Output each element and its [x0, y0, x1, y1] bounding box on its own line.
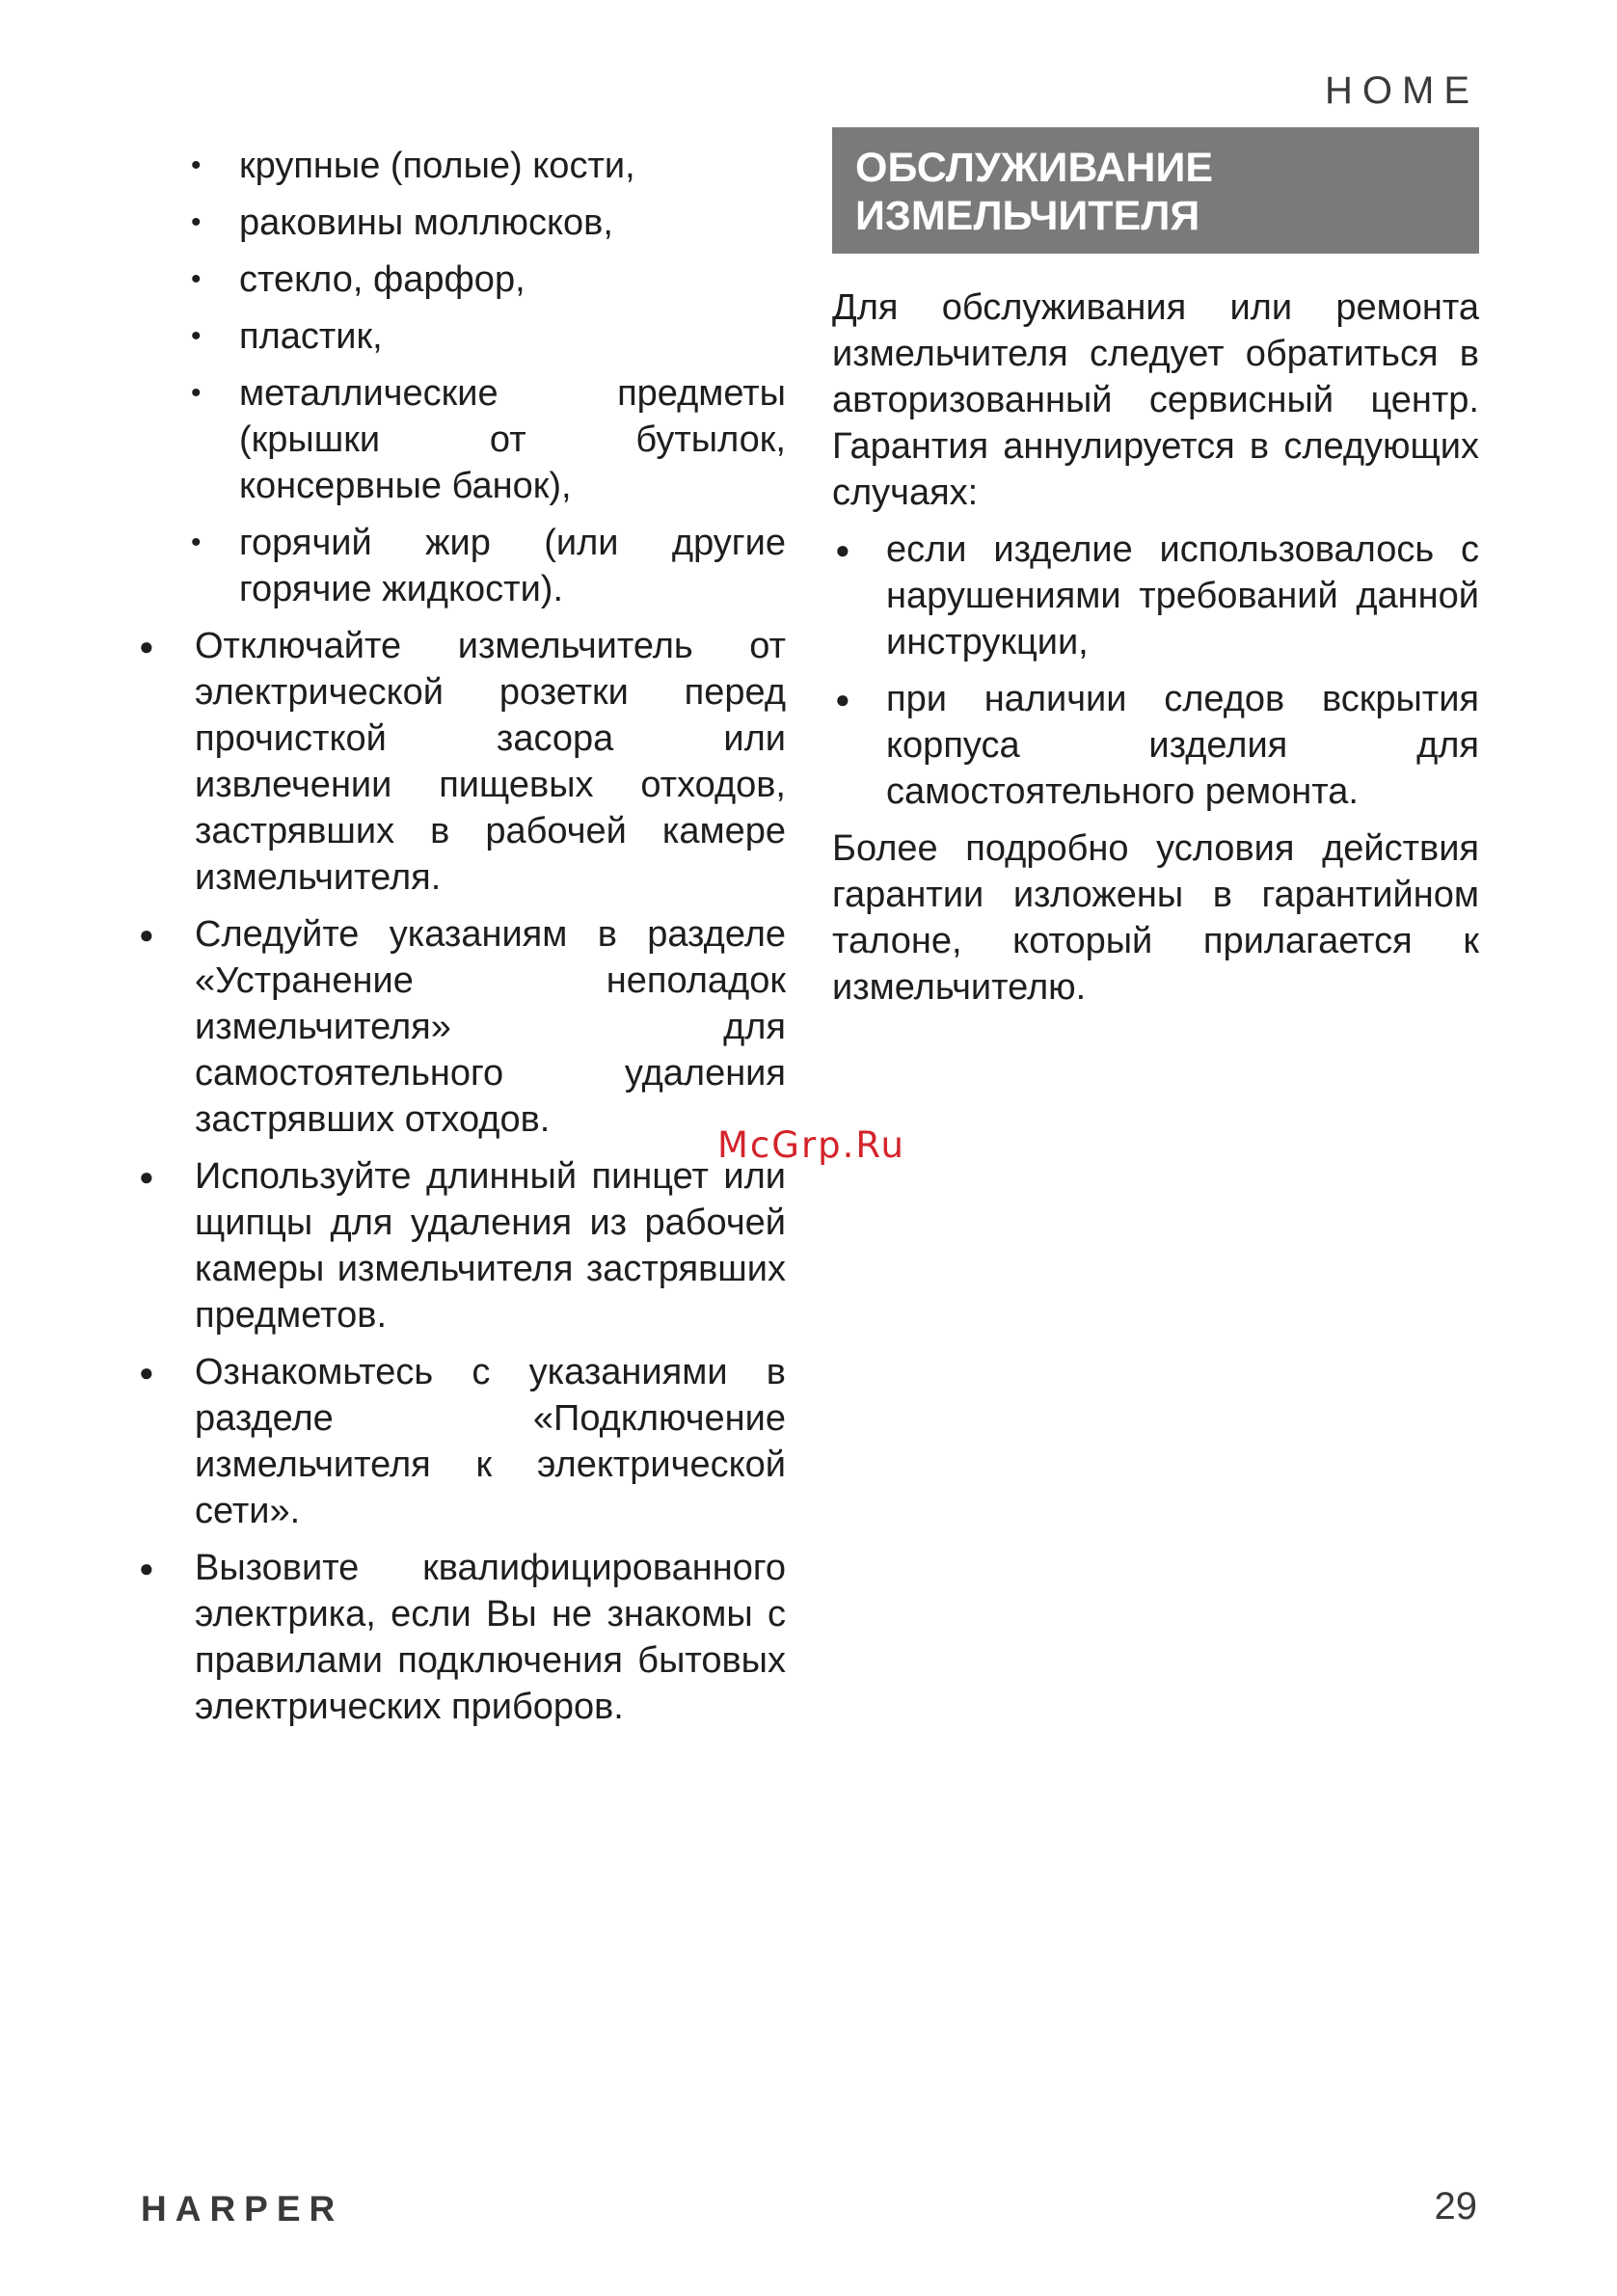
- list-item: ● Следуйте указаниям в разделе «Устранение неполадок измельчителя» для самостоятельного удаления застрявших отходов.: [135, 911, 786, 1143]
- left-column: [135, 143, 786, 1741]
- page-number: 29: [1434, 2185, 1477, 2228]
- list-item: • металлические предметы (крышки от бутылок, консервные банок),: [135, 370, 786, 509]
- list-item: • пластик,: [135, 313, 786, 360]
- list-item: ● при наличии следов вскрытия корпуса изделия для самостоятельного ремонта.: [832, 676, 1479, 815]
- list-item: • раковины моллюсков,: [135, 200, 786, 246]
- harper-logo: HARPER: [141, 2189, 344, 2228]
- section-heading: [832, 127, 1479, 254]
- list-item: • горячий жир (или другие горячие жидкости).: [135, 520, 786, 612]
- list-item: • крупные (полые) кости,: [135, 143, 786, 189]
- intro-paragraph: Для обслуживания или ремонта измельчителя следует обратиться в авторизованный сервисный центр. Гарантия аннулируется в следующих случаях:: [832, 287, 1479, 513]
- right-column: [832, 127, 1479, 1021]
- list-item: • стекло, фарфор,: [135, 257, 786, 303]
- prohibited-items-list: [135, 143, 786, 612]
- list-item: ● Отключайте измельчитель от электрической розетки перед прочисткой засора или извлечении пищевых отходов, застрявших в рабочей камере измельчителя.: [135, 623, 786, 901]
- watermark: McGrp.Ru: [717, 1124, 905, 1166]
- outro-paragraph: Более подробно условия действия гарантии изложены в гарантийном талоне, который прилагается к измельчителю.: [832, 828, 1479, 1008]
- home-logo: HOME: [1325, 69, 1479, 112]
- list-item: ● Вызовите квалифицированного электрика, если Вы не знакомы с правилами подключения бытовых электрических приборов.: [135, 1545, 786, 1730]
- list-item: ● Используйте длинный пинцет или щипцы для удаления из рабочей камеры измельчителя застрявших предметов.: [135, 1153, 786, 1338]
- list-item: ● если изделие использовалось с нарушениями требований данной инструкции,: [832, 527, 1479, 665]
- heading-line: ОБСЛУЖИВАНИЕ: [855, 145, 1214, 191]
- list-item: ● Ознакомьтесь с указаниями в разделе «Подключение измельчителя к электрической сети».: [135, 1349, 786, 1534]
- heading-line: ИЗМЕЛЬЧИТЕЛЯ: [855, 193, 1200, 239]
- warranty-void-list: [832, 527, 1479, 815]
- safety-instructions-list: [135, 623, 786, 1730]
